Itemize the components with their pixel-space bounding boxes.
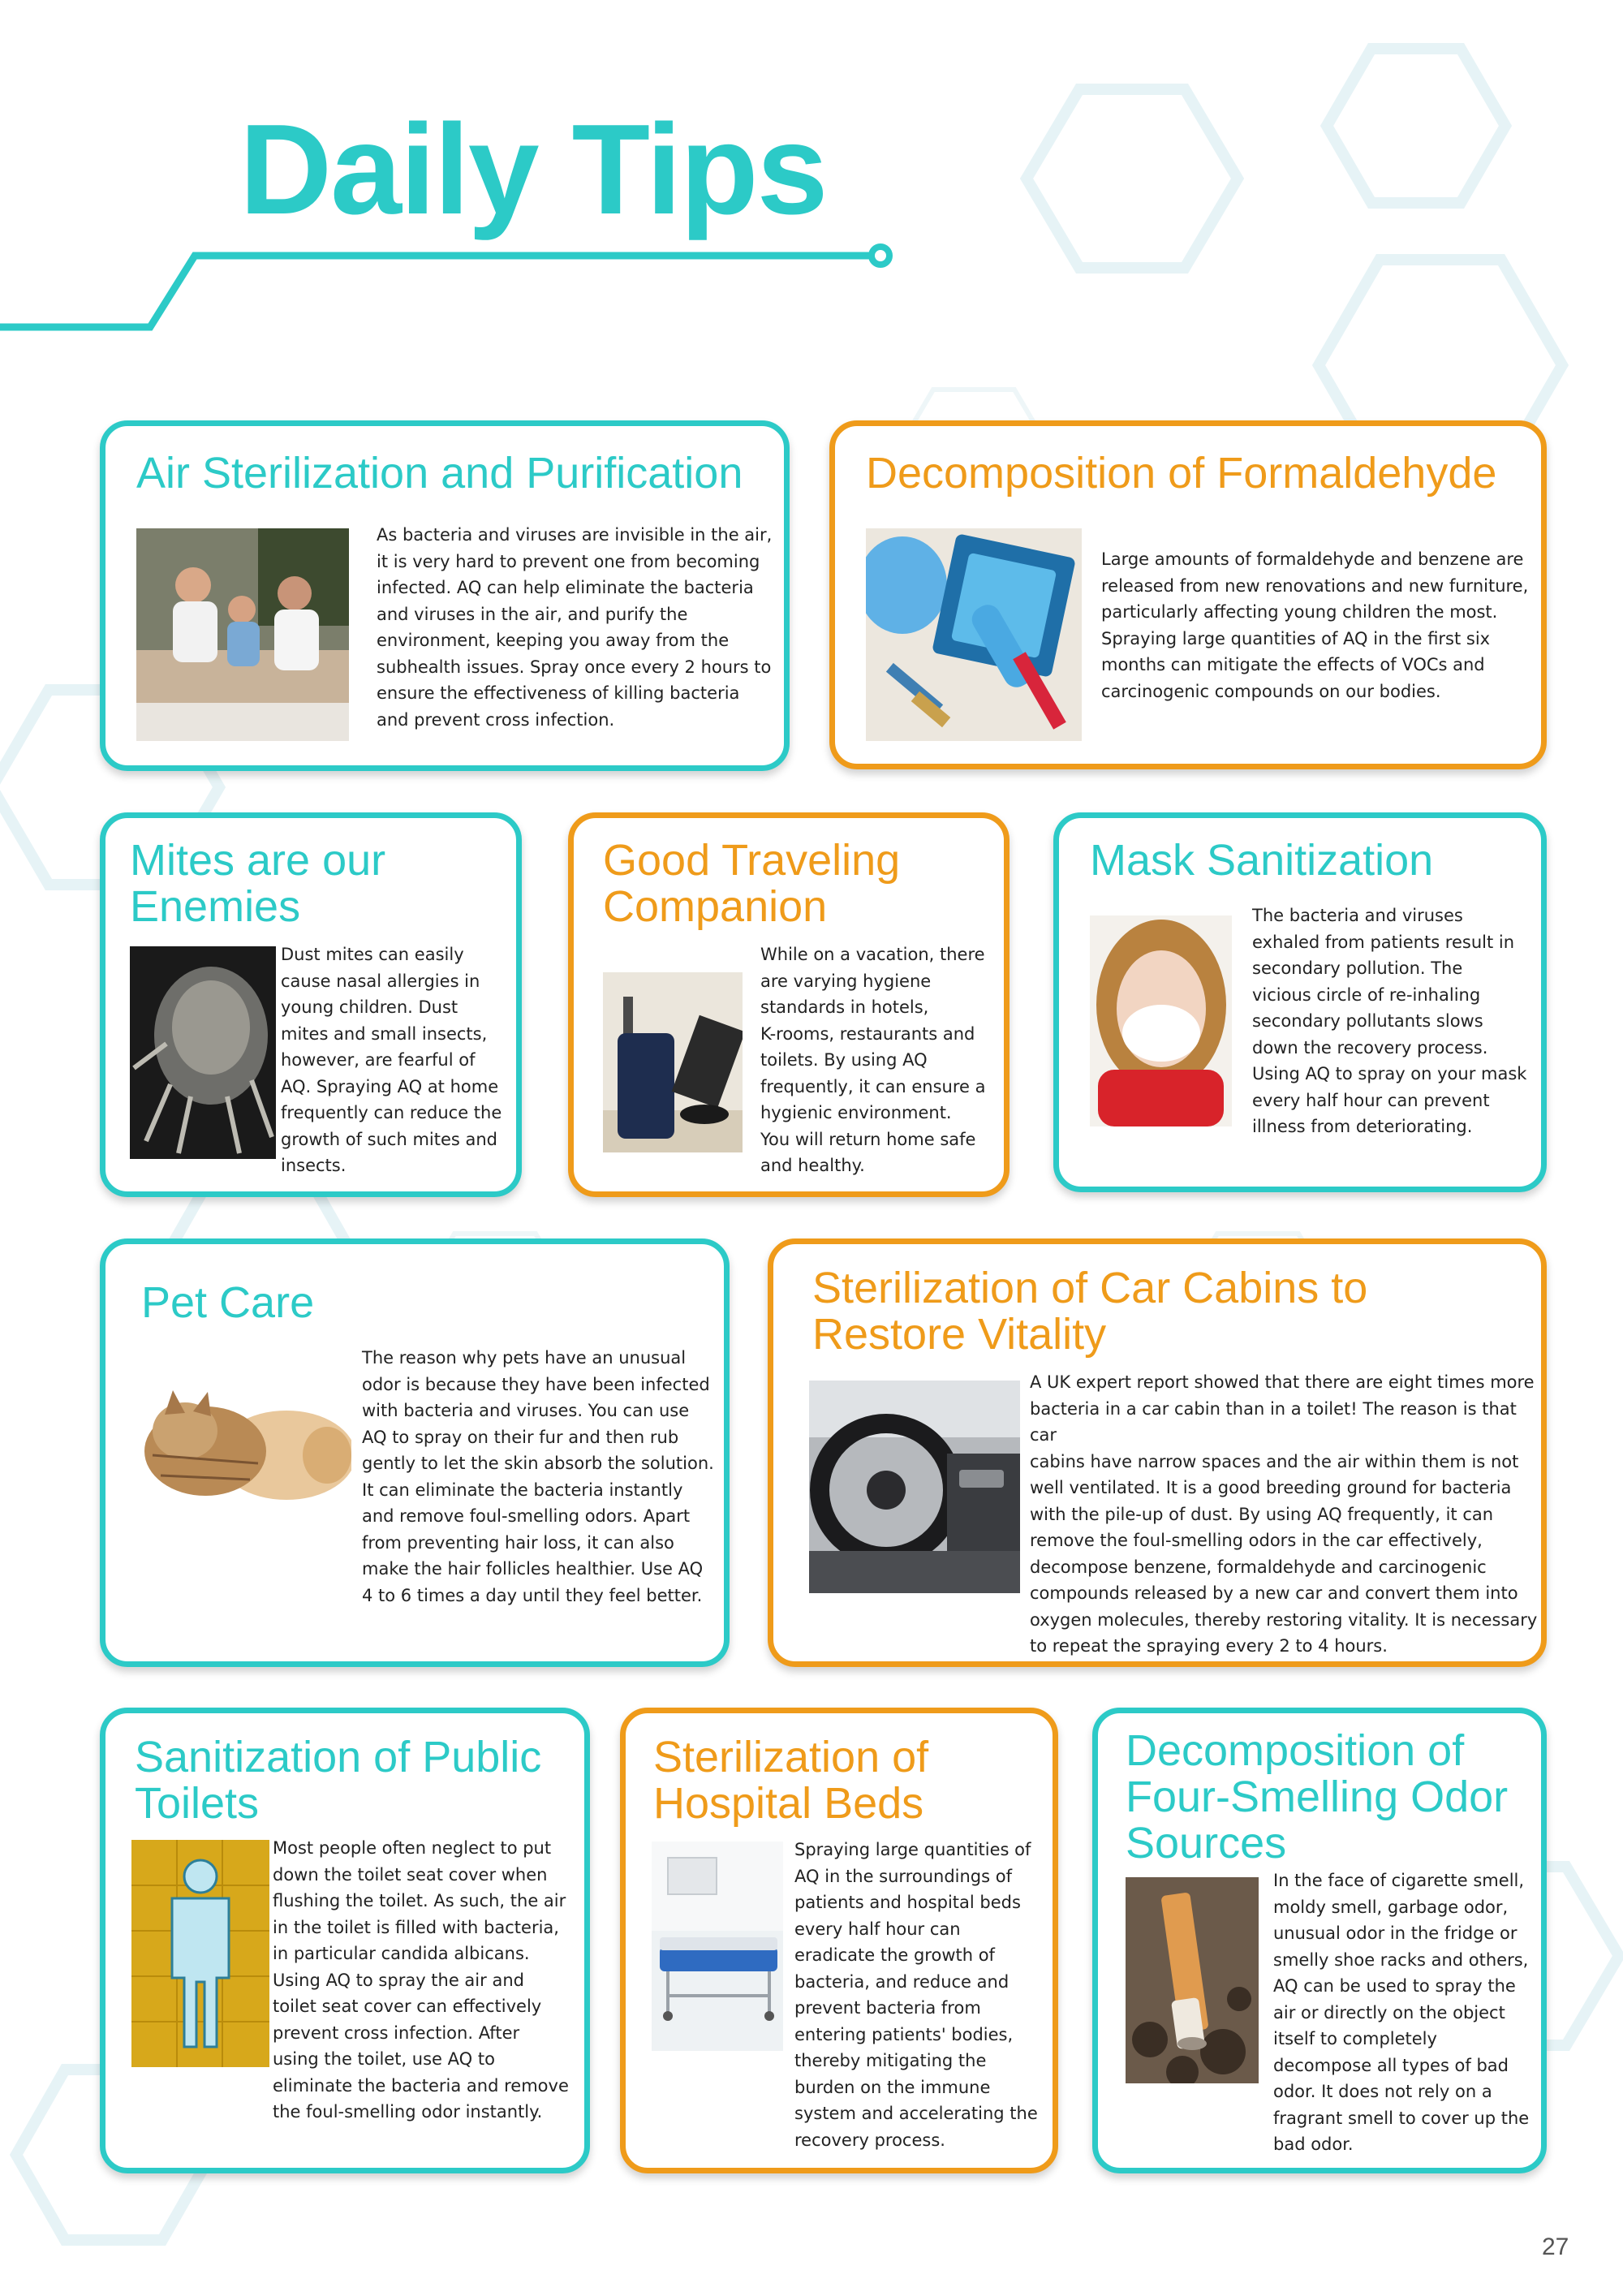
card-title: Good Traveling Companion xyxy=(603,836,901,931)
card-traveling-companion xyxy=(568,812,1010,1197)
card-title: Mask Sanitization xyxy=(1090,836,1434,885)
header-accent-line xyxy=(0,235,901,341)
card-car-cabins xyxy=(768,1238,1547,1667)
card-title: Sterilization of Car Cabins to Restore Vitality xyxy=(812,1264,1368,1359)
card-title: Decomposition of Four-Smelling Odor Sources xyxy=(1126,1726,1509,1867)
card-text: Spraying large quantities of AQ in the surroundings of patients and hospital beds every half hour can eradicate the growth of bacteria, and reduce and prevent bacteria from entering patients' bodies, thereby mitigating the burden on the immune system and accelerating the recovery process. xyxy=(794,1840,1038,2150)
paint-tray-and-roller-photo xyxy=(866,528,1082,741)
card-title: Sanitization of Public Toilets xyxy=(135,1733,542,1828)
card-title: Pet Care xyxy=(141,1278,315,1327)
page-title: Daily Tips xyxy=(239,98,827,241)
card-mask-sanitization xyxy=(1053,812,1547,1192)
card-text: In the face of cigarette smell, moldy smell, garbage odor, unusual odor in the fridge or smelly shoe racks and others, AQ can be used to spray the air or directly on the object itself to completely decompose all types of bad odor. It does not rely on a fragrant smell to cover up the bad odor. xyxy=(1273,1871,1530,2154)
toilet-sign-photo xyxy=(131,1840,269,2067)
card-formaldehyde xyxy=(829,420,1547,769)
card-text: The bacteria and viruses exhaled from patients result in secondary pollution. The vicious circle of re-inhaling secondary pollutants slows down the recovery process. Using AQ to spray on your mask every half hour can prevent illness from deteriorating. xyxy=(1252,906,1527,1136)
card-pet-care xyxy=(100,1238,730,1667)
card-text: As bacteria and viruses are invisible in the air, it is very hard to prevent one from becoming infected. AQ can help eliminate the bacteria and viruses in the air, and purify the environment, keeping you away from the subhealth issues. Spray once every 2 hours to ensure the effectiveness of killing bacteria and prevent cross infection. xyxy=(377,525,773,730)
suitcase-photo xyxy=(603,972,743,1152)
child-with-mask-photo xyxy=(1090,915,1232,1126)
car-interior-photo xyxy=(809,1381,1020,1593)
card-text: A UK expert report showed that there are eight times more bacteria in a car cabin than in a toilet! The reason is that car cabins have narrow spaces and the air within them is not well ventilated. It is a good breeding ground for bacteria with the pile-up of dust. By using AQ frequently, it can remove the foul-smelling odors in the car effectively, decompose benzene, formaldehyde and carcinogenic compounds released by a new car and convert them into oxygen molecules, thereby restoring vitality. It is necessary to repeat the spraying every 2 to 4 hours. xyxy=(1030,1372,1538,1656)
card-hospital-beds xyxy=(620,1708,1058,2173)
card-odor-sources xyxy=(1092,1708,1547,2173)
family-on-sofa-photo xyxy=(136,528,349,741)
card-title: Air Sterilization and Purification xyxy=(136,449,743,498)
card-title: Decomposition of Formaldehyde xyxy=(866,449,1497,498)
card-air-sterilization xyxy=(100,420,790,771)
card-public-toilets xyxy=(100,1708,590,2173)
card-text: Most people often neglect to put down the toilet seat cover when flushing the toilet. As such, the air in the toilet is filled with bacteria, in particular candida albicans. Using AQ to spray the air and toilet seat cover can effectively prevent cross infection. After using the toilet, use AQ to eliminate the bacteria and remove the foul-smelling odor instantly. xyxy=(273,1838,569,2122)
card-title: Mites are our Enemies xyxy=(130,836,386,931)
card-mites xyxy=(100,812,522,1197)
card-text: While on a vacation, there are varying hygiene standards in hotels, K-rooms, restaurants and toilets. By using AQ frequently, it can ensure a hygienic environment. You will return home safe and healthy. xyxy=(760,945,986,1175)
card-title: Sterilization of Hospital Beds xyxy=(653,1733,929,1828)
card-text: The reason why pets have an unusual odor is because they have been infected with bacteria and viruses. You can use AQ to spray on their fur and then rub gently to let the skin absorb the solution. It can eliminate the bacteria instantly and remove foul-smelling odors. Apart from preventing hair loss, it can also make the hair follicles healthier. Use AQ 4 to 6 times a day until they feel better. xyxy=(362,1348,714,1605)
dust-mite-photo xyxy=(130,946,276,1159)
kitten-and-puppy-photo xyxy=(136,1358,351,1544)
card-text: Dust mites can easily cause nasal allergies in young children. Dust mites and small insects, however, are fearful of AQ. Spraying AQ at home frequently can reduce the growth of such mites and insects. xyxy=(281,945,502,1175)
cigarette-butt-photo xyxy=(1126,1877,1259,2083)
hospital-bed-photo xyxy=(652,1842,783,2051)
card-text: Large amounts of formaldehyde and benzene are released from new renovations and new furniture, particularly affecting young children the most. Spraying large quantities of AQ in the first six months can mitigate the effects of VOCs and carcinogenic compounds on our bodies. xyxy=(1101,549,1529,701)
page-number: 27 xyxy=(1542,2234,1569,2260)
